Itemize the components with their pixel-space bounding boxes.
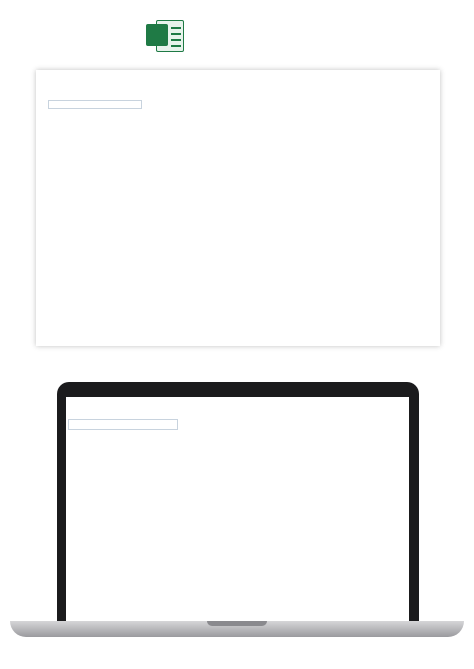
sheet-preview <box>36 70 440 346</box>
header <box>0 0 474 70</box>
laptop-display <box>66 397 409 623</box>
excel-badge <box>146 24 168 46</box>
excel-logo-icon <box>146 18 184 54</box>
laptop-notch <box>207 621 267 626</box>
status-legend <box>48 100 142 109</box>
laptop-status-legend <box>68 419 178 430</box>
